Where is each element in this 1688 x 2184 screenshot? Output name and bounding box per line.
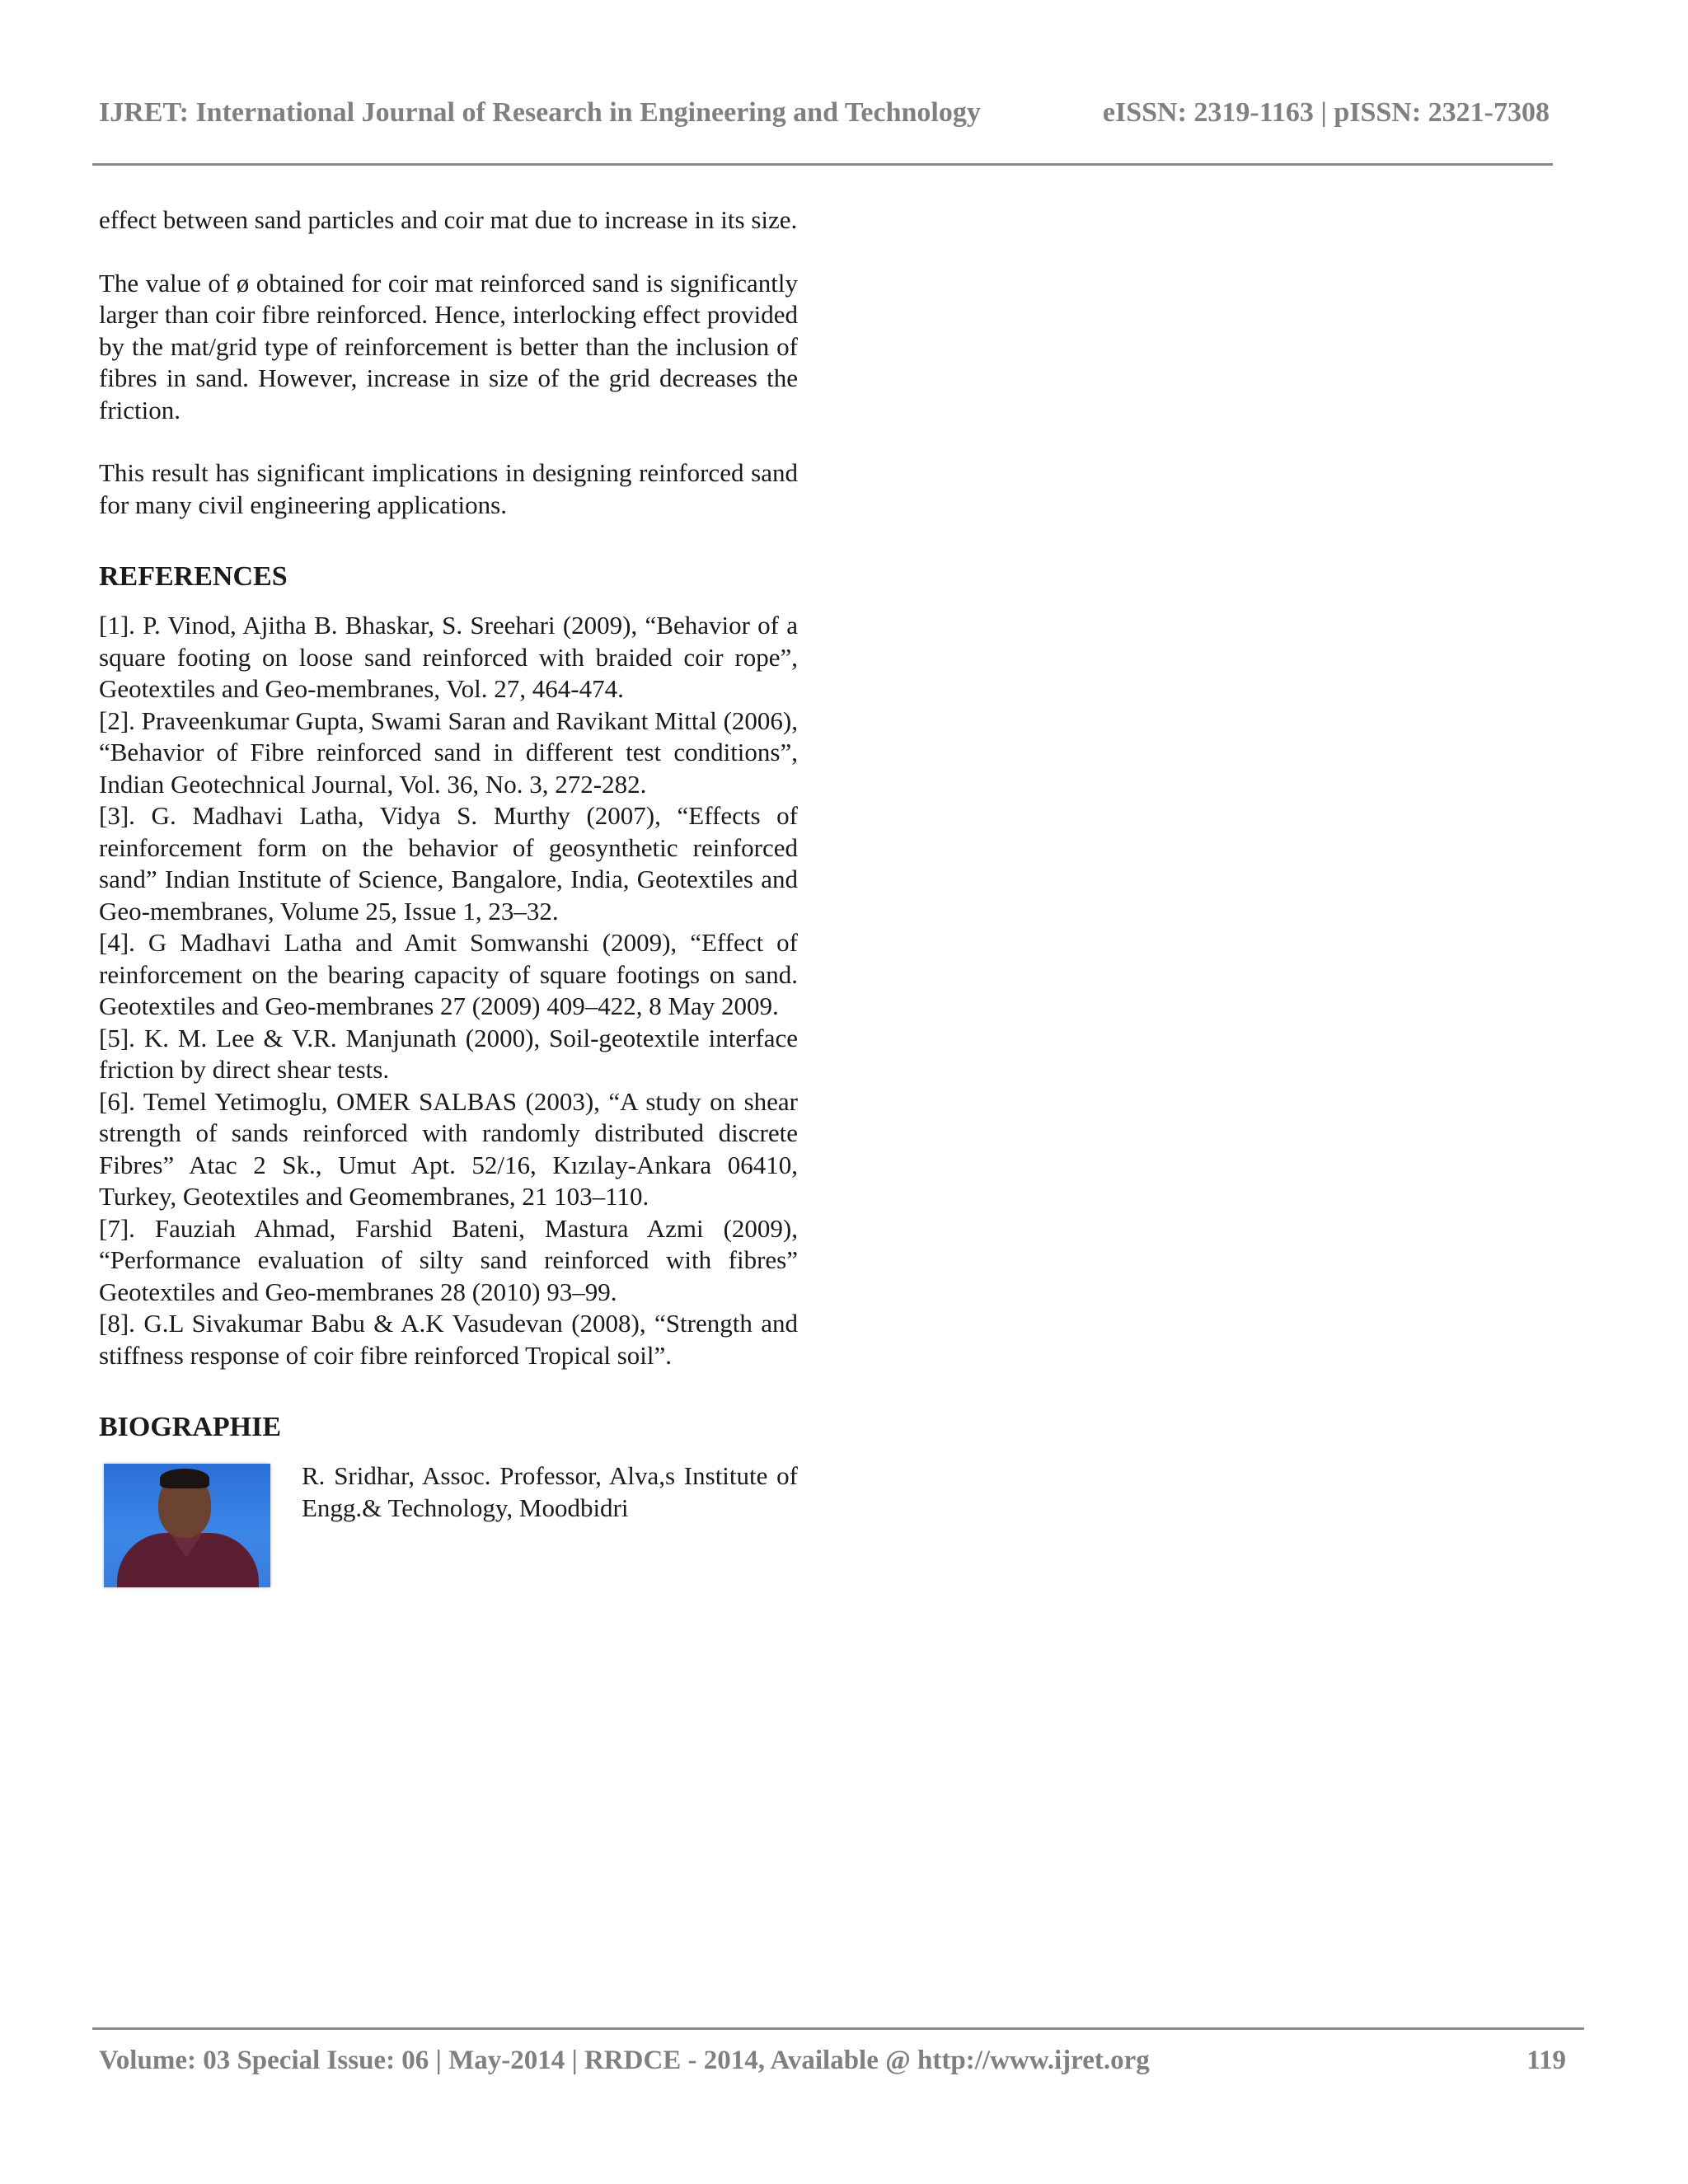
reference-item: [5]. K. M. Lee & V.R. Manjunath (2000), Soil-geotextile interface friction by direct shear tests. bbox=[99, 1023, 798, 1084]
body-paragraph: effect between sand particles and coir mat due to increase in its size. bbox=[99, 205, 798, 234]
author-photo bbox=[104, 1464, 270, 1587]
reference-item: [6]. Temel Yetimoglu, OMER SALBAS (2003), “A study on shear strength of sands reinforced with randomly distributed discrete Fibres” Atac 2 Sk., Umut Apt. 52/16, Kızılay-Ankara 06410, Turkey, Geotextiles and Geomembranes, 21 103–110. bbox=[99, 1086, 798, 1211]
reference-list bbox=[99, 610, 798, 1371]
page-number: 119 bbox=[1526, 2046, 1566, 2075]
body-paragraph: This result has significant implications in designing reinforced sand for many civil engineering applications. bbox=[99, 458, 798, 519]
reference-item: [8]. G.L Sivakumar Babu & A.K Vasudevan (2008), “Strength and stiffness response of coir fibre reinforced Tropical soil”. bbox=[99, 1309, 798, 1370]
reference-item: [4]. G Madhavi Latha and Amit Somwanshi (2009), “Effect of reinforcement on the bearing capacity of square footings on sand. Geotextiles and Geo-membranes 27 (2009) 409–422, 8 May 2009. bbox=[99, 928, 798, 1020]
header-divider bbox=[92, 163, 1553, 166]
reference-item: [2]. Praveenkumar Gupta, Swami Saran and Ravikant Mittal (2006), “Behavior of Fibre reinforced sand in different test conditions”, Indian Geotechnical Journal, Vol. 36, No. 3, 272-282. bbox=[99, 705, 798, 799]
running-footer bbox=[99, 2046, 1566, 2076]
footer-divider bbox=[92, 2027, 1584, 2030]
references-heading: REFERENCES bbox=[99, 561, 288, 592]
body-paragraph: The value of ø obtained for coir mat reinforced sand is significantly larger than coir fibre reinforced. Hence, interlocking effect provided by the mat/grid type of reinforcement is better than the inclusion of fibres in sand. However, increase in size of the grid decreases the friction. bbox=[99, 268, 798, 424]
left-column bbox=[99, 204, 798, 1587]
biography-entry bbox=[99, 1460, 798, 1587]
issn-info: eISSN: 2319-1163 | pISSN: 2321-7308 bbox=[1102, 97, 1550, 128]
reference-item: [1]. P. Vinod, Ajitha B. Bhaskar, S. Sreehari (2009), “Behavior of a square footing on loose sand reinforced with braided coir rope”, Geotextiles and Geo-membranes, Vol. 27, 464-474. bbox=[99, 611, 798, 703]
reference-item: [3]. G. Madhavi Latha, Vidya S. Murthy (2007), “Effects of reinforcement form on the behavior of geosynthetic reinforced sand” Indian Institute of Science, Bangalore, India, Geotextiles and Geo-membranes, Volume 25, Issue 1, 23–32. bbox=[99, 801, 798, 926]
journal-title: IJRET: International Journal of Research in Engineering and Technology bbox=[99, 97, 981, 128]
running-header bbox=[99, 97, 1550, 129]
reference-item: [7]. Fauziah Ahmad, Farshid Bateni, Mastura Azmi (2009), “Performance evaluation of silty sand reinforced with fibres” Geotextiles and Geo-membranes 28 (2010) 93–99. bbox=[99, 1213, 798, 1306]
issue-info: Volume: 03 Special Issue: 06 | May-2014 | RRDCE - 2014, Available @ http://www.ijret.org bbox=[99, 2046, 1150, 2075]
author-bio-text: R. Sridhar, Assoc. Professor, Alva,s Institute of Engg.& Technology, Moodbidri bbox=[302, 1461, 798, 1522]
biography-heading: BIOGRAPHIE bbox=[99, 1412, 282, 1442]
